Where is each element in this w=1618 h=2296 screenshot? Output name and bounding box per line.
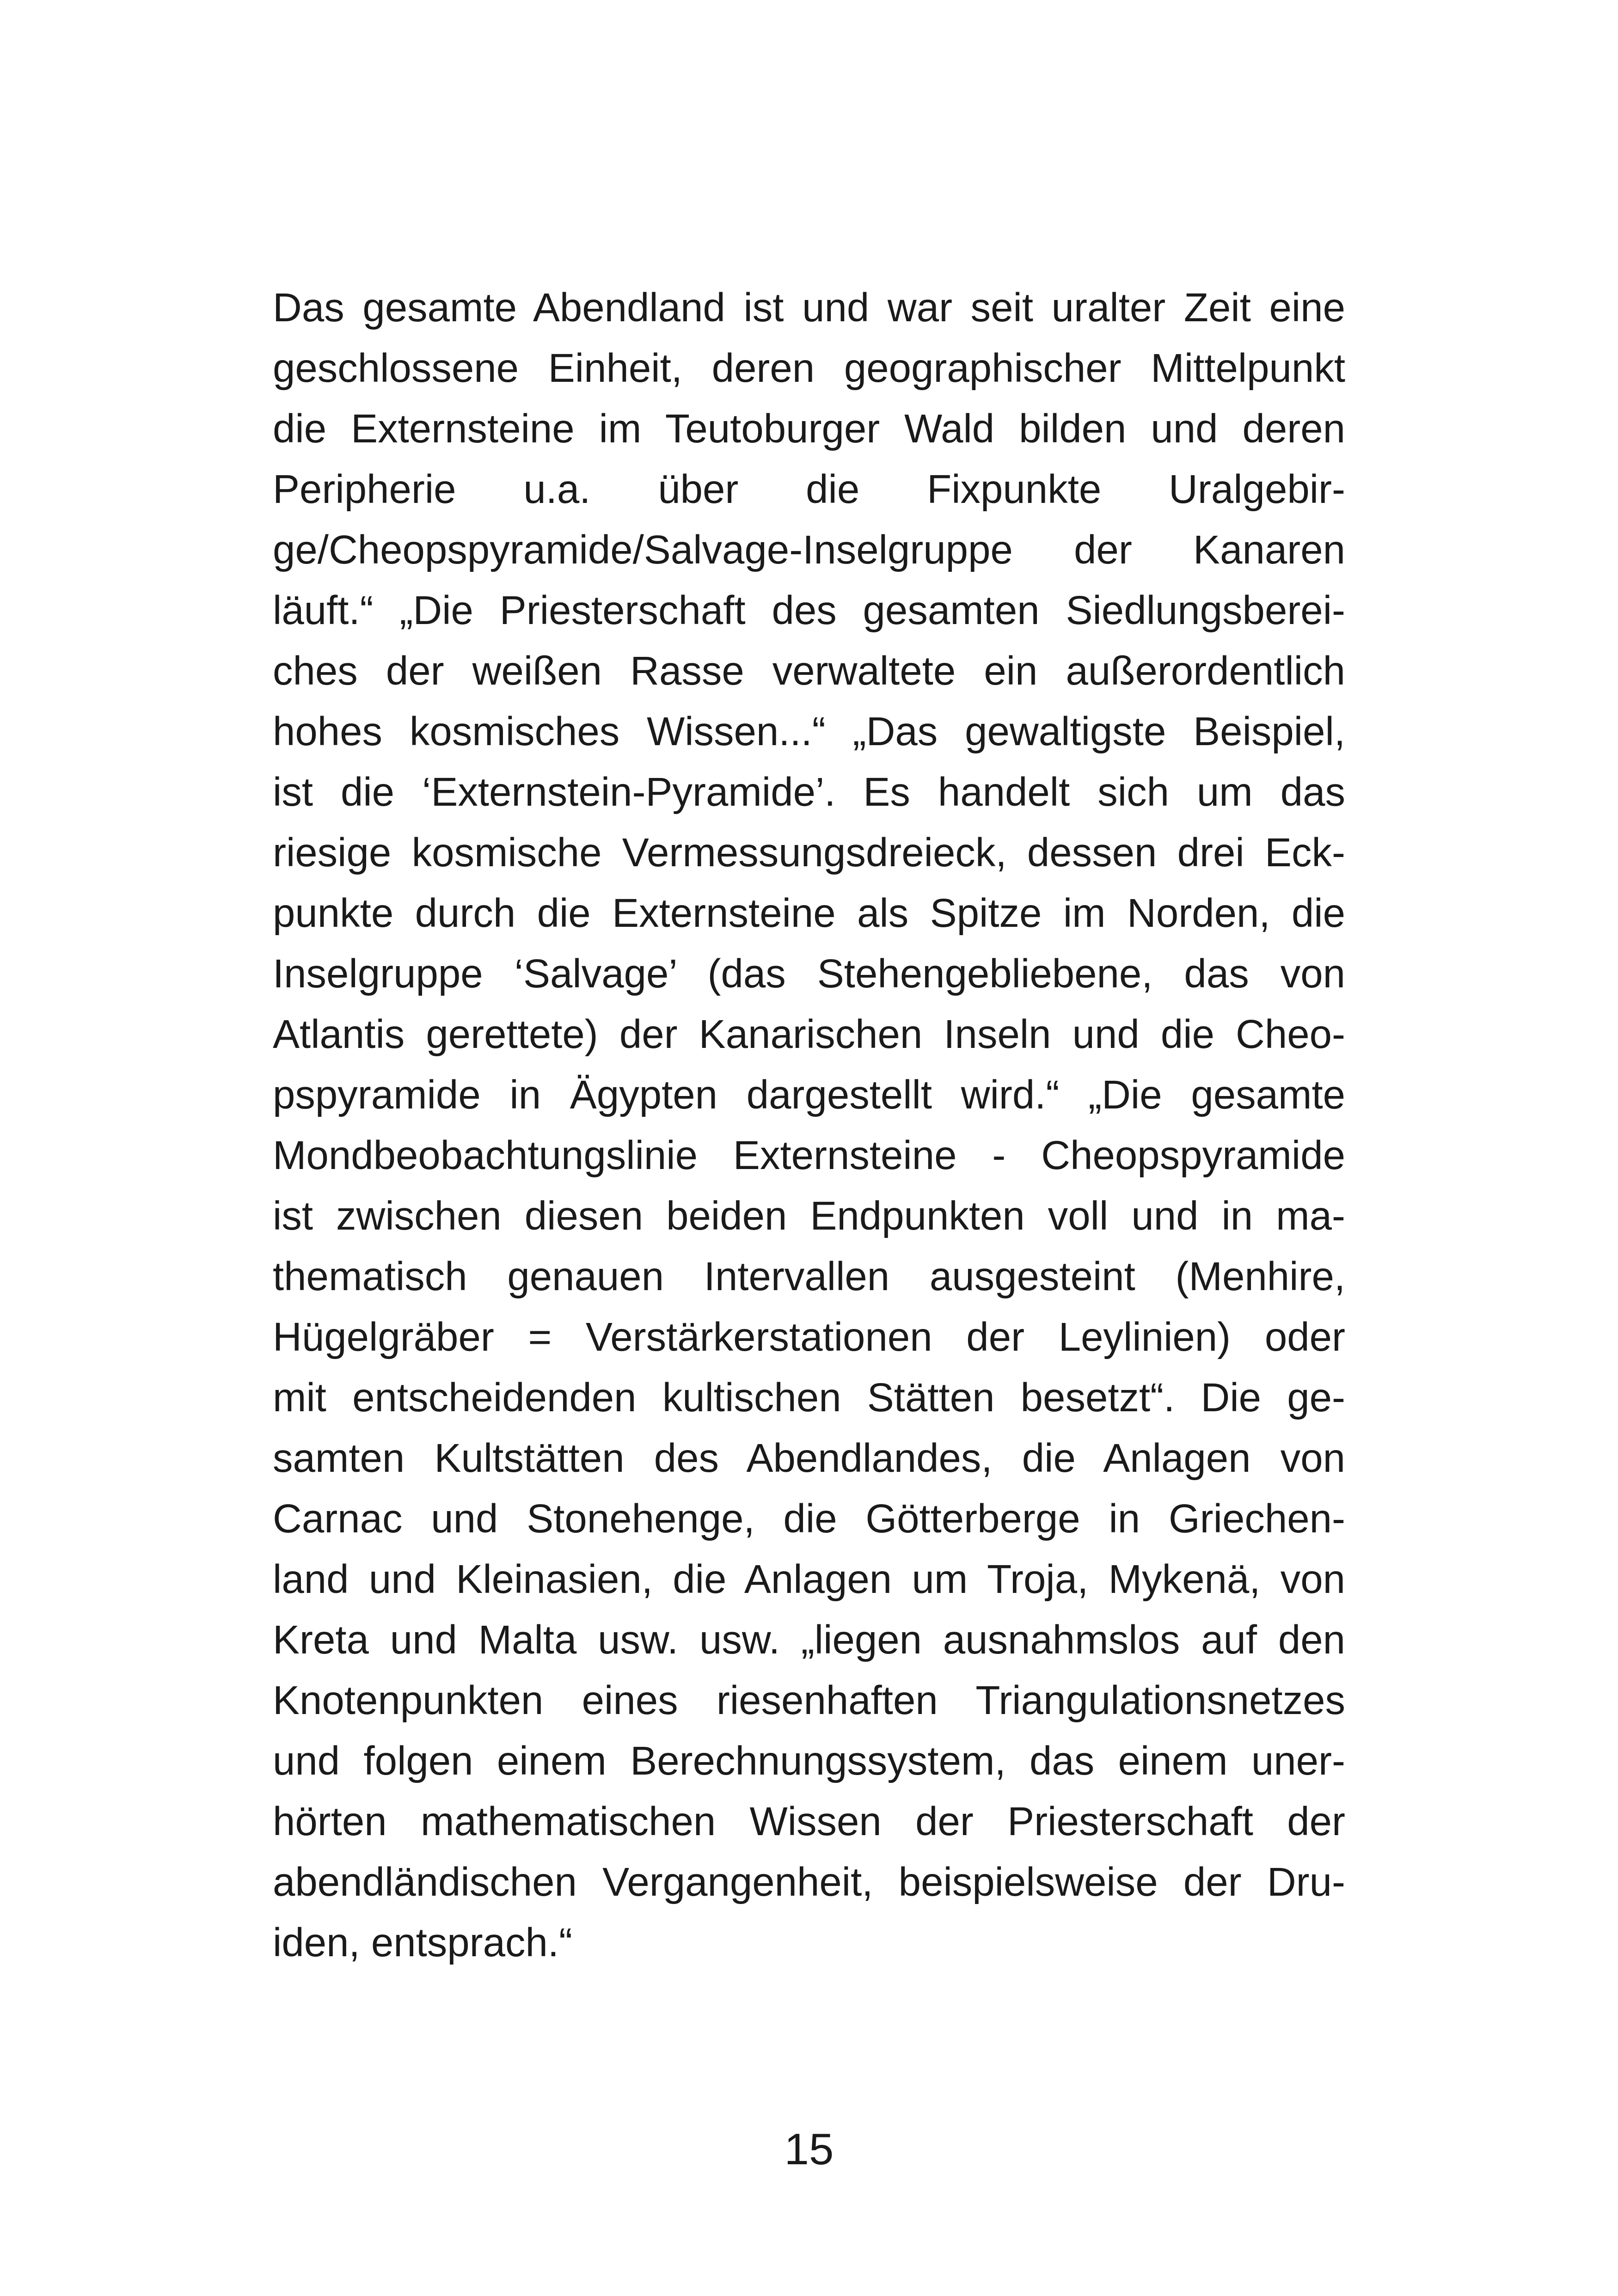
page-number: 15	[784, 2125, 834, 2174]
text-line: punkte durch die Externsteine als Spitze im Norden, die	[273, 891, 1345, 936]
text-line: Peripherie u.a. über die Fixpunkte Uralgebir-	[273, 467, 1345, 512]
text-line: Hügelgräber = Verstärkerstationen der Leylinien) oder	[273, 1315, 1345, 1359]
text-line: läuft.“ „Die Priesterschaft des gesamten Siedlungsberei-	[273, 588, 1345, 633]
text-line: ches der weißen Rasse verwaltete ein außerordentlich	[273, 649, 1345, 693]
text-line: Inselgruppe ‘Salvage’ (das Stehengebliebene, das von	[273, 951, 1345, 996]
text-line: mit entscheidenden kultischen Stätten besetzt“. Die ge-	[273, 1375, 1345, 1420]
text-line: Das gesamte Abendland ist und war seit uralter Zeit eine	[273, 285, 1345, 330]
text-line: Atlantis gerettete) der Kanarischen Inseln und die Cheo-	[273, 1012, 1345, 1057]
text-line: hohes kosmisches Wissen...“ „Das gewaltigste Beispiel,	[273, 709, 1345, 754]
text-line: Kreta und Malta usw. usw. „liegen ausnahmslos auf den	[273, 1617, 1345, 1662]
text-line: die Externsteine im Teutoburger Wald bilden und deren	[273, 406, 1345, 451]
text-line: abendländischen Vergangenheit, beispielsweise der Dru-	[273, 1860, 1345, 1904]
text-line: Mondbeobachtungslinie Externsteine - Cheopspyramide	[273, 1133, 1345, 1178]
text-line: pspyramide in Ägypten dargestellt wird.“ „Die gesamte	[273, 1072, 1345, 1117]
text-line: geschlossene Einheit, deren geographischer Mittelpunkt	[273, 346, 1345, 391]
text-line: ist zwischen diesen beiden Endpunkten voll und in ma-	[273, 1194, 1345, 1238]
text-line: land und Kleinasien, die Anlagen um Troja, Mykenä, von	[273, 1557, 1345, 1602]
text-line: Knotenpunkten eines riesenhaften Triangulationsnetzes	[273, 1678, 1345, 1723]
text-line: thematisch genauen Intervallen ausgesteint (Menhire,	[273, 1254, 1345, 1299]
text-line: ge/Cheopspyramide/Salvage-Inselgruppe der Kanaren	[273, 527, 1345, 572]
text-line: Carnac und Stonehenge, die Götterberge in Griechen-	[273, 1496, 1345, 1541]
text-line: iden, entsprach.“	[273, 1920, 573, 1965]
body-text	[273, 277, 1345, 1973]
text-line: riesige kosmische Vermessungsdreieck, dessen drei Eck-	[273, 830, 1345, 875]
text-line: samten Kultstätten des Abendlandes, die Anlagen von	[273, 1436, 1345, 1481]
text-line: hörten mathematischen Wissen der Priesterschaft der	[273, 1799, 1345, 1844]
text-line: und folgen einem Berechnungssystem, das einem uner-	[273, 1739, 1345, 1783]
text-line: ist die ‘Externstein-Pyramide’. Es handelt sich um das	[273, 770, 1345, 814]
